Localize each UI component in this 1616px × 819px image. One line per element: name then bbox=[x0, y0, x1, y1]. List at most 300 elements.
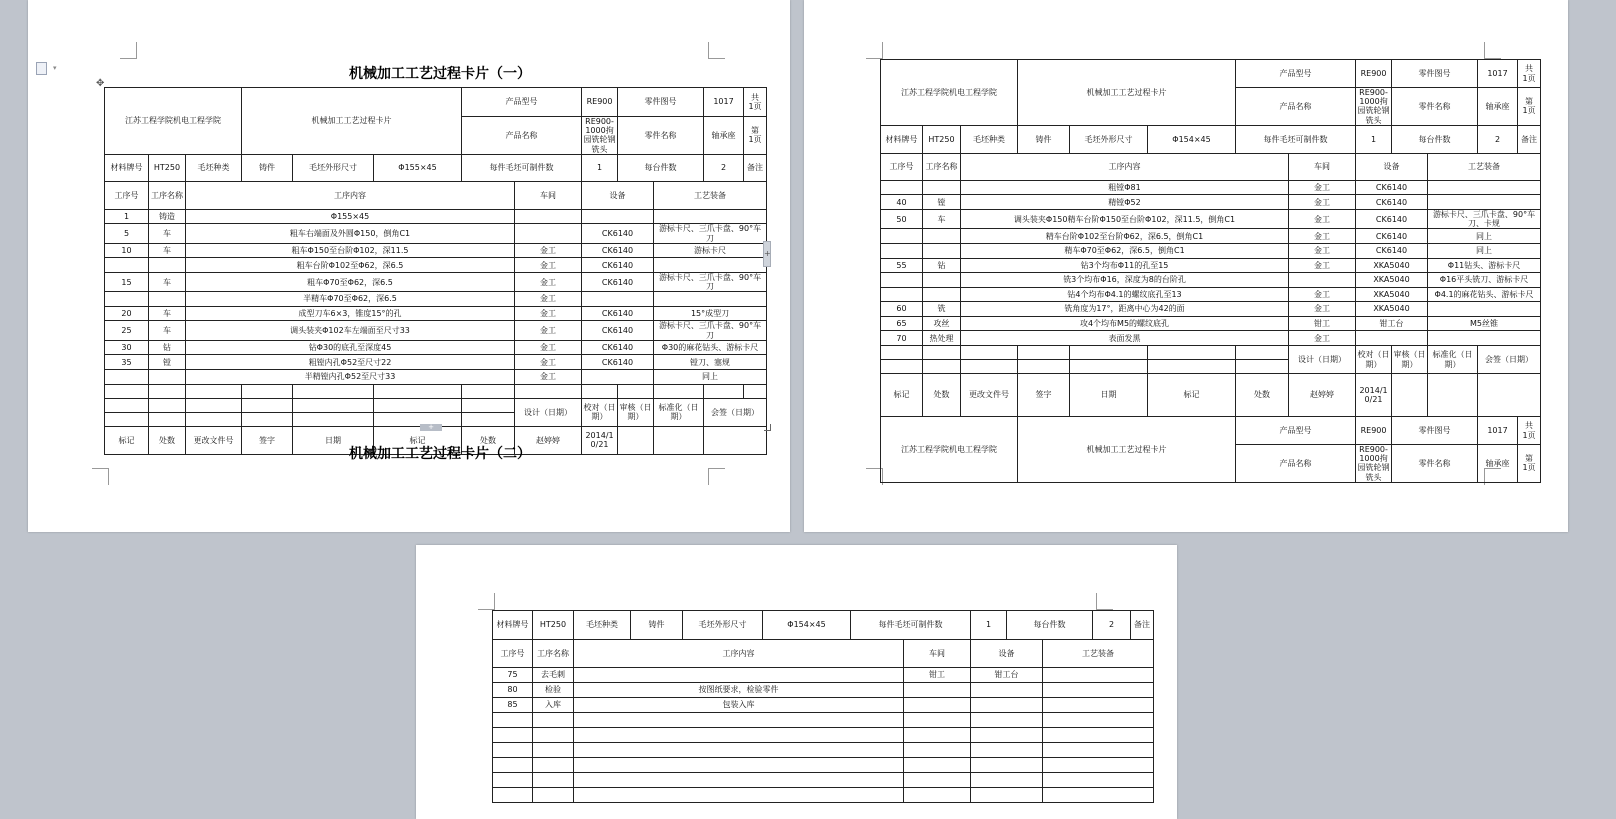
op-content-cell: 铣角度为17°，距离中心为42的面 bbox=[961, 302, 1289, 317]
op-no-cell bbox=[493, 758, 533, 773]
table-expand-handle-icon[interactable]: + bbox=[763, 241, 771, 267]
col-op-no: 工序号 bbox=[881, 153, 923, 180]
op-name-cell bbox=[923, 180, 961, 195]
tooling-cell: 15°成型刀 bbox=[654, 306, 767, 321]
tooling-cell: 游标卡尺、三爪卡盘、90°车刀、卡规 bbox=[1428, 209, 1541, 228]
op-content-cell bbox=[574, 758, 904, 773]
table-row bbox=[881, 302, 1541, 317]
op-name-cell bbox=[149, 292, 186, 307]
op-name-cell bbox=[923, 229, 961, 244]
material-label: 材料牌号 bbox=[105, 154, 149, 181]
table-row bbox=[493, 698, 1154, 713]
equipment-cell bbox=[971, 728, 1043, 743]
table-row bbox=[105, 209, 767, 224]
approval-sign: 会签（日期） bbox=[1478, 346, 1541, 374]
workshop-cell: 金工 bbox=[1289, 243, 1356, 258]
equipment-cell bbox=[1356, 331, 1428, 346]
op-name-cell: 去毛刺 bbox=[533, 668, 574, 683]
table-row bbox=[881, 273, 1541, 288]
op-content-cell: 按图纸要求，检验零件 bbox=[574, 683, 904, 698]
col-equipment: 设备 bbox=[582, 181, 654, 209]
process-rows-1 bbox=[105, 209, 767, 384]
approval-design: 设计（日期） bbox=[515, 398, 582, 426]
blank-type-label: 毛坯种类 bbox=[961, 125, 1018, 153]
approval-standard: 标准化（日期） bbox=[654, 398, 704, 426]
tooling-cell: 镗刀、塞规 bbox=[654, 355, 767, 370]
part-name-value-repeat: 轴承座 bbox=[1478, 445, 1518, 483]
card-title-2: 机械加工工艺过程卡片（二） bbox=[349, 446, 531, 462]
workshop-cell: 钳工 bbox=[904, 668, 971, 683]
equipment-cell: 钳工台 bbox=[971, 668, 1043, 683]
page-number: 第 1页 bbox=[744, 117, 767, 155]
blank-type-value: 铸件 bbox=[1018, 125, 1070, 153]
table-row bbox=[493, 668, 1154, 683]
page-number: 第 1页 bbox=[1518, 88, 1541, 126]
op-content-cell: 钻3个均布Φ11的孔至15 bbox=[961, 258, 1289, 273]
op-name-cell: 攻丝 bbox=[923, 316, 961, 331]
workshop-cell: 金工 bbox=[515, 370, 582, 385]
op-no-cell bbox=[493, 788, 533, 803]
table-row bbox=[493, 683, 1154, 698]
op-name-cell bbox=[533, 713, 574, 728]
workshop-cell: 金工 bbox=[1289, 258, 1356, 273]
tooling-cell: 同上 bbox=[1428, 229, 1541, 244]
workshop-cell: 金工 bbox=[1289, 302, 1356, 317]
school-name-repeat: 江苏工程学院机电工程学院 bbox=[881, 417, 1018, 483]
workshop-cell bbox=[904, 788, 971, 803]
op-name-cell bbox=[149, 370, 186, 385]
footer-designer: 赵婷婷 bbox=[1289, 374, 1356, 417]
op-name-cell: 车 bbox=[923, 209, 961, 228]
workshop-cell bbox=[904, 773, 971, 788]
table-row bbox=[881, 316, 1541, 331]
approval-check: 校对（日期） bbox=[1356, 346, 1392, 374]
col-op-name: 工序名称 bbox=[149, 181, 186, 209]
op-name-cell: 车 bbox=[149, 306, 186, 321]
material-value: HT250 bbox=[149, 154, 186, 181]
blank-size-label: 毛坯外形尺寸 bbox=[1070, 125, 1148, 153]
footer-count: 处数 bbox=[149, 426, 186, 454]
op-name-cell: 车 bbox=[149, 224, 186, 243]
blank-size-label: 毛坯外形尺寸 bbox=[293, 154, 374, 181]
process-rows-2 bbox=[881, 180, 1541, 345]
op-no-cell bbox=[881, 229, 923, 244]
footer-count: 处数 bbox=[923, 374, 961, 417]
table-row bbox=[881, 243, 1541, 258]
tooling-cell: Φ30的麻花钻头、游标卡尺 bbox=[654, 340, 767, 355]
op-name-cell: 车 bbox=[149, 272, 186, 291]
op-name-cell: 铣 bbox=[923, 302, 961, 317]
workshop-cell bbox=[904, 743, 971, 758]
op-no-cell: 85 bbox=[493, 698, 533, 713]
remark-label: 备注 bbox=[1518, 125, 1541, 153]
col-workshop: 车间 bbox=[904, 640, 971, 668]
process-card-table-3 bbox=[492, 610, 1154, 803]
remark-label: 备注 bbox=[744, 154, 767, 181]
part-name-value: 轴承座 bbox=[1478, 88, 1518, 126]
op-no-cell: 20 bbox=[105, 306, 149, 321]
op-no-cell: 70 bbox=[881, 331, 923, 346]
col-tooling: 工艺装备 bbox=[1043, 640, 1154, 668]
op-content-cell: 粗镗Φ81 bbox=[961, 180, 1289, 195]
tooling-cell bbox=[1428, 302, 1541, 317]
equipment-cell: XKA5040 bbox=[1356, 287, 1428, 302]
op-content-cell: 粗镗内孔Φ52至尺寸22 bbox=[186, 355, 515, 370]
parts-per-blank-value: 1 bbox=[582, 154, 618, 181]
per-unit-value: 2 bbox=[704, 154, 744, 181]
equipment-cell bbox=[971, 788, 1043, 803]
op-no-cell: 80 bbox=[493, 683, 533, 698]
op-content-cell: 铣3个均布Φ16，深度为8的台阶孔 bbox=[961, 273, 1289, 288]
approval-sign: 会签（日期） bbox=[704, 398, 767, 426]
product-model-value-repeat: RE900 bbox=[1356, 417, 1392, 445]
tooling-cell bbox=[1428, 180, 1541, 195]
table-row bbox=[105, 292, 767, 307]
workshop-cell: 金工 bbox=[1289, 209, 1356, 228]
table-row bbox=[881, 287, 1541, 302]
product-name-value-repeat: RE900-1000拘园铣轮钢铣头 bbox=[1357, 445, 1390, 482]
table-row bbox=[881, 331, 1541, 346]
op-name-cell: 车 bbox=[149, 321, 186, 340]
equipment-cell: CK6140 bbox=[582, 321, 654, 340]
table-row bbox=[105, 243, 767, 258]
workshop-cell bbox=[515, 209, 582, 224]
tooling-cell bbox=[1428, 331, 1541, 346]
parts-per-blank-label: 每件毛坯可制件数 bbox=[1236, 125, 1356, 153]
workshop-cell: 金工 bbox=[1289, 229, 1356, 244]
equipment-cell: CK6140 bbox=[1356, 209, 1428, 228]
tooling-cell bbox=[1043, 683, 1154, 698]
op-no-cell: 55 bbox=[881, 258, 923, 273]
part-drawing-value-repeat: 1017 bbox=[1478, 417, 1518, 445]
op-name-cell bbox=[923, 273, 961, 288]
op-content-cell: 包装入库 bbox=[574, 698, 904, 713]
school-name: 江苏工程学院机电工程学院 bbox=[105, 88, 242, 155]
tooling-cell bbox=[1043, 728, 1154, 743]
workshop-cell: 金工 bbox=[515, 355, 582, 370]
empty-table-row bbox=[493, 788, 1154, 803]
footer-design-date: 2014/10/21 bbox=[1356, 374, 1392, 417]
equipment-cell bbox=[971, 698, 1043, 713]
tooling-cell: 同上 bbox=[654, 370, 767, 385]
col-op-content: 工序内容 bbox=[186, 181, 515, 209]
op-content-cell bbox=[574, 788, 904, 803]
equipment-cell: CK6140 bbox=[582, 224, 654, 243]
op-name-cell bbox=[533, 728, 574, 743]
card-name: 机械加工工艺过程卡片 bbox=[242, 88, 462, 155]
margin-mark-top-left bbox=[866, 42, 883, 59]
approval-design: 设计（日期） bbox=[1289, 346, 1356, 374]
op-name-cell: 钻 bbox=[923, 258, 961, 273]
op-name-cell: 镗 bbox=[149, 355, 186, 370]
op-no-cell: 60 bbox=[881, 302, 923, 317]
product-model-value: RE900 bbox=[1356, 60, 1392, 88]
blank-type-value: 铸件 bbox=[631, 611, 683, 640]
op-name-cell: 检验 bbox=[533, 683, 574, 698]
blank-size-label: 毛坯外形尺寸 bbox=[683, 611, 763, 640]
workshop-cell: 金工 bbox=[515, 306, 582, 321]
op-no-cell bbox=[881, 243, 923, 258]
tooling-cell bbox=[1043, 773, 1154, 788]
workshop-cell: 金工 bbox=[1289, 287, 1356, 302]
workshop-cell: 金工 bbox=[515, 292, 582, 307]
workshop-cell: 金工 bbox=[515, 243, 582, 258]
per-unit-label: 每台件数 bbox=[1392, 125, 1478, 153]
tooling-cell bbox=[654, 292, 767, 307]
empty-table-row bbox=[493, 713, 1154, 728]
process-card-table-1 bbox=[104, 87, 767, 455]
op-content-cell bbox=[574, 728, 904, 743]
margin-mark-top-right bbox=[1096, 593, 1113, 610]
process-card-table-2 bbox=[880, 59, 1541, 483]
tooling-cell bbox=[1043, 758, 1154, 773]
margin-mark-top-right bbox=[1484, 42, 1501, 59]
part-drawing-value: 1017 bbox=[1478, 60, 1518, 88]
equipment-cell: XKA5040 bbox=[1356, 273, 1428, 288]
col-op-no: 工序号 bbox=[493, 640, 533, 668]
col-workshop: 车间 bbox=[515, 181, 582, 209]
per-unit-label: 每台件数 bbox=[1007, 611, 1093, 640]
workshop-cell bbox=[904, 728, 971, 743]
tooling-cell: M5丝锥 bbox=[1428, 316, 1541, 331]
op-content-cell: 粗车台阶Φ102至Φ62，深6.5 bbox=[186, 258, 515, 273]
equipment-cell: CK6140 bbox=[1356, 180, 1428, 195]
equipment-cell bbox=[971, 758, 1043, 773]
op-content-cell bbox=[574, 668, 904, 683]
tooling-cell bbox=[654, 209, 767, 224]
tooling-cell: Φ11钻头、游标卡尺 bbox=[1428, 258, 1541, 273]
material-value: HT250 bbox=[533, 611, 574, 640]
op-content-cell bbox=[574, 773, 904, 788]
op-content-cell: 表面发黑 bbox=[961, 331, 1289, 346]
table-row bbox=[881, 180, 1541, 195]
part-name-label-repeat: 零件名称 bbox=[1392, 445, 1478, 483]
margin-mark-bottom-right bbox=[708, 468, 725, 485]
op-no-cell: 25 bbox=[105, 321, 149, 340]
op-no-cell bbox=[105, 258, 149, 273]
approval-check: 校对（日期） bbox=[582, 398, 618, 426]
blank-type-label: 毛坯种类 bbox=[574, 611, 631, 640]
remark-label: 备注 bbox=[1131, 611, 1154, 640]
equipment-cell bbox=[971, 713, 1043, 728]
equipment-cell: CK6140 bbox=[582, 340, 654, 355]
footer-date: 日期 bbox=[293, 426, 374, 454]
add-row-icon[interactable]: + bbox=[420, 424, 442, 431]
empty-table-row bbox=[493, 758, 1154, 773]
workshop-cell: 金工 bbox=[1289, 180, 1356, 195]
table-row bbox=[881, 209, 1541, 228]
table-row bbox=[105, 224, 767, 243]
blank-size-value: Φ154×45 bbox=[763, 611, 851, 640]
op-name-cell bbox=[533, 758, 574, 773]
footer-mark: 标记 bbox=[105, 426, 149, 454]
op-name-cell: 车 bbox=[149, 243, 186, 258]
table-move-handle-icon[interactable]: ✥ bbox=[96, 78, 105, 89]
table-row bbox=[105, 370, 767, 385]
tooling-cell: Φ16平头铣刀、游标卡尺 bbox=[1428, 273, 1541, 288]
approval-spacer-row bbox=[105, 384, 767, 398]
table-resize-icon[interactable] bbox=[764, 424, 771, 431]
approval-review: 审核（日期） bbox=[1392, 346, 1428, 374]
total-pages: 共 1页 bbox=[744, 88, 767, 117]
workshop-cell: 金工 bbox=[515, 340, 582, 355]
total-pages-repeat: 共 1页 bbox=[1518, 417, 1541, 445]
op-content-cell: 钻Φ30的底孔至深度45 bbox=[186, 340, 515, 355]
workshop-cell bbox=[904, 758, 971, 773]
op-content-cell: 精镗Φ52 bbox=[961, 195, 1289, 210]
part-drawing-label-repeat: 零件图号 bbox=[1392, 417, 1478, 445]
col-tooling: 工艺装备 bbox=[1428, 153, 1541, 180]
per-unit-value: 2 bbox=[1478, 125, 1518, 153]
footer-mark: 标记 bbox=[881, 374, 923, 417]
margin-mark-top-left bbox=[478, 593, 495, 610]
op-content-cell: 精车Φ70至Φ62，深6.5，倒角C1 bbox=[961, 243, 1289, 258]
parts-per-blank-label: 每件毛坯可制件数 bbox=[462, 154, 582, 181]
col-op-content: 工序内容 bbox=[574, 640, 904, 668]
op-no-cell bbox=[493, 743, 533, 758]
op-content-cell: 半精车Φ70至Φ62，深6.5 bbox=[186, 292, 515, 307]
parts-per-blank-label: 每件毛坯可制件数 bbox=[851, 611, 971, 640]
footer-count-2: 处数 bbox=[462, 426, 515, 454]
product-name-value: RE900-1000拘园铣轮钢铣头 bbox=[583, 117, 616, 154]
op-name-cell: 钻 bbox=[149, 340, 186, 355]
equipment-cell: CK6140 bbox=[582, 272, 654, 291]
op-name-cell bbox=[923, 243, 961, 258]
op-no-cell bbox=[881, 180, 923, 195]
tooling-cell bbox=[1043, 743, 1154, 758]
empty-table-row bbox=[493, 743, 1154, 758]
op-content-cell: 成型刀车6×3，锥度15°的孔 bbox=[186, 306, 515, 321]
op-no-cell bbox=[493, 728, 533, 743]
op-content-cell: 精车台阶Φ102至台阶Φ62，深6.5，倒角C1 bbox=[961, 229, 1289, 244]
tooling-cell bbox=[1428, 195, 1541, 210]
approval-review: 审核（日期） bbox=[618, 398, 654, 426]
op-no-cell: 75 bbox=[493, 668, 533, 683]
equipment-cell bbox=[582, 370, 654, 385]
op-content-cell: 调头装夹Φ150精车台阶Φ150至台阶Φ102，深11.5，倒角C1 bbox=[961, 209, 1289, 228]
card-name-repeat: 机械加工工艺过程卡片 bbox=[1018, 417, 1236, 483]
per-unit-value: 2 bbox=[1093, 611, 1131, 640]
op-content-cell: 攻4个均布M5的螺纹底孔 bbox=[961, 316, 1289, 331]
part-drawing-label: 零件图号 bbox=[618, 88, 704, 117]
op-name-cell bbox=[149, 258, 186, 273]
part-drawing-label: 零件图号 bbox=[1392, 60, 1478, 88]
empty-table-row bbox=[493, 728, 1154, 743]
blank-size-value: Φ155×45 bbox=[374, 154, 462, 181]
tooling-cell: 游标卡尺、三爪卡盘、90°车刀 bbox=[654, 272, 767, 291]
workshop-cell bbox=[904, 713, 971, 728]
footer-mark-2: 标记 bbox=[1148, 374, 1236, 417]
part-name-label: 零件名称 bbox=[1392, 88, 1478, 126]
op-no-cell bbox=[493, 713, 533, 728]
footer-design-date: 2014/10/21 bbox=[582, 426, 618, 454]
material-label: 材料牌号 bbox=[493, 611, 533, 640]
table-row bbox=[105, 306, 767, 321]
equipment-cell bbox=[971, 743, 1043, 758]
workshop-cell bbox=[904, 683, 971, 698]
table-row bbox=[105, 272, 767, 291]
footer-count-2: 处数 bbox=[1236, 374, 1289, 417]
empty-table-row bbox=[493, 773, 1154, 788]
margin-mark-top-left bbox=[120, 42, 137, 59]
tooling-cell bbox=[1043, 668, 1154, 683]
document-icon[interactable] bbox=[36, 62, 47, 75]
equipment-cell: XKA5040 bbox=[1356, 302, 1428, 317]
col-equipment: 设备 bbox=[971, 640, 1043, 668]
op-no-cell bbox=[493, 773, 533, 788]
op-name-cell: 热处理 bbox=[923, 331, 961, 346]
tooling-cell bbox=[1043, 788, 1154, 803]
op-content-cell: 粗车右端面及外圆Φ150，倒角C1 bbox=[186, 224, 515, 243]
workshop-cell: 金工 bbox=[1289, 195, 1356, 210]
workshop-cell bbox=[515, 224, 582, 243]
col-workshop: 车间 bbox=[1289, 153, 1356, 180]
footer-mark-2: 标记 bbox=[374, 426, 462, 454]
footer-signature: 签字 bbox=[1018, 374, 1070, 417]
op-name-cell bbox=[533, 788, 574, 803]
part-name-value: 轴承座 bbox=[704, 117, 744, 155]
margin-mark-bottom-left bbox=[92, 468, 109, 485]
equipment-cell: XKA5040 bbox=[1356, 258, 1428, 273]
chevron-down-icon[interactable]: ▾ bbox=[53, 64, 57, 72]
workshop-cell: 金工 bbox=[515, 321, 582, 340]
op-content-cell: 调头装夹Φ102车左端面至尺寸33 bbox=[186, 321, 515, 340]
product-name-label-repeat: 产品名称 bbox=[1236, 445, 1356, 483]
product-model-label-repeat: 产品型号 bbox=[1236, 417, 1356, 445]
op-content-cell: 粗车Φ70至Φ62，深6.5 bbox=[186, 272, 515, 291]
blank-type-label: 毛坯种类 bbox=[186, 154, 242, 181]
page-number-repeat: 第 1页 bbox=[1518, 445, 1541, 483]
workshop-cell bbox=[904, 698, 971, 713]
op-content-cell: Φ155×45 bbox=[186, 209, 515, 224]
tooling-cell: Φ4.1的麻花钻头、游标卡尺 bbox=[1428, 287, 1541, 302]
card-name: 机械加工工艺过程卡片 bbox=[1018, 60, 1236, 126]
parts-per-blank-value: 1 bbox=[1356, 125, 1392, 153]
product-model-value: RE900 bbox=[582, 88, 618, 117]
equipment-cell bbox=[971, 773, 1043, 788]
blank-type-value: 铸件 bbox=[242, 154, 293, 181]
col-op-name: 工序名称 bbox=[923, 153, 961, 180]
equipment-cell: 钳工台 bbox=[1356, 316, 1428, 331]
op-no-cell: 5 bbox=[105, 224, 149, 243]
tooling-cell: 同上 bbox=[1428, 243, 1541, 258]
op-no-cell bbox=[105, 292, 149, 307]
equipment-cell: CK6140 bbox=[1356, 195, 1428, 210]
op-no-cell: 30 bbox=[105, 340, 149, 355]
op-content-cell bbox=[574, 743, 904, 758]
op-name-cell bbox=[533, 773, 574, 788]
op-no-cell bbox=[105, 370, 149, 385]
tooling-cell: 游标卡尺 bbox=[654, 243, 767, 258]
col-tooling: 工艺装备 bbox=[654, 181, 767, 209]
table-row bbox=[881, 229, 1541, 244]
op-no-cell: 1 bbox=[105, 209, 149, 224]
material-label: 材料牌号 bbox=[881, 125, 923, 153]
per-unit-label: 每台件数 bbox=[618, 154, 704, 181]
equipment-cell bbox=[582, 209, 654, 224]
op-no-cell: 50 bbox=[881, 209, 923, 228]
material-value: HT250 bbox=[923, 125, 961, 153]
equipment-cell: CK6140 bbox=[1356, 229, 1428, 244]
workshop-cell: 金工 bbox=[515, 272, 582, 291]
op-no-cell bbox=[881, 273, 923, 288]
approval-standard: 标准化（日期） bbox=[1428, 346, 1478, 374]
op-no-cell: 15 bbox=[105, 272, 149, 291]
blank-size-value: Φ154×45 bbox=[1148, 125, 1236, 153]
op-no-cell bbox=[881, 287, 923, 302]
school-name: 江苏工程学院机电工程学院 bbox=[881, 60, 1018, 126]
op-name-cell bbox=[533, 743, 574, 758]
